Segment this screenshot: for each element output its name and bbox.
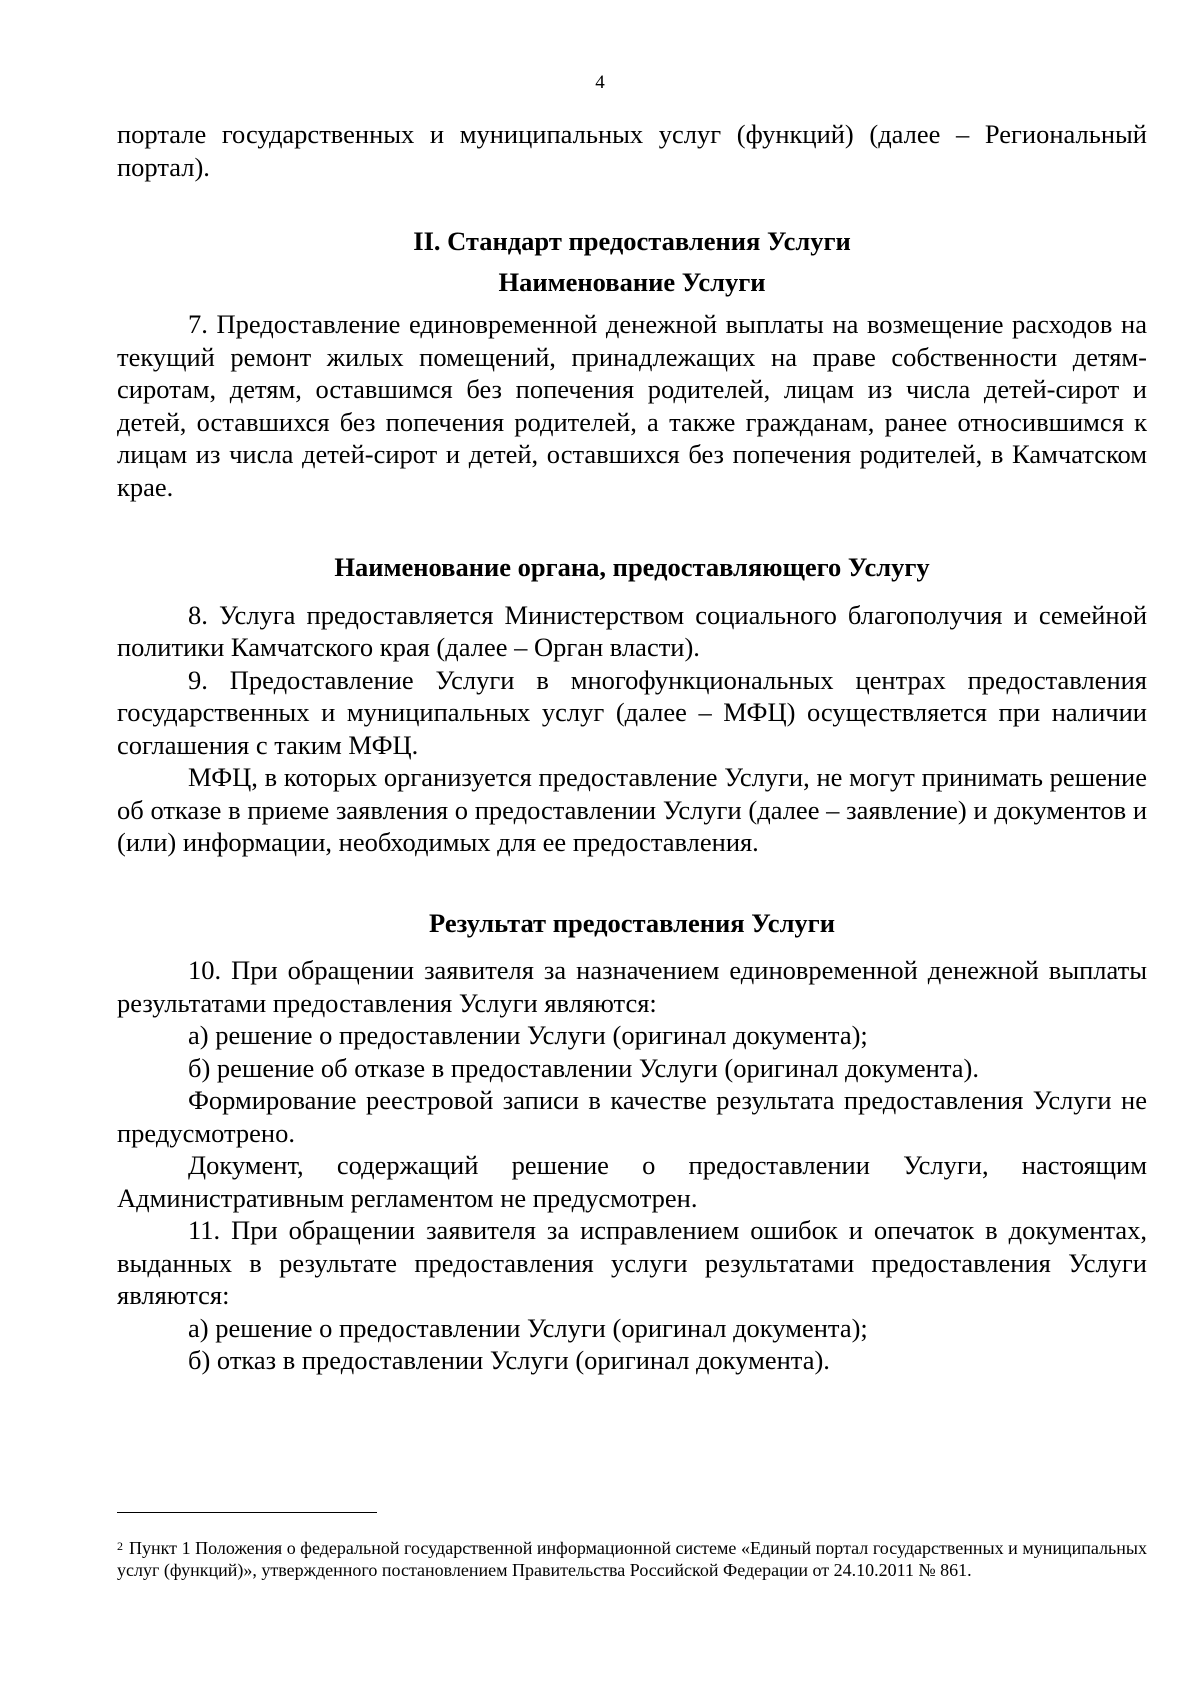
paragraph-decision-document: Документ, содержащий решение о предоставлении Услуги, настоящим Административным регламентом не предусмотрен.: [117, 1150, 1147, 1213]
footnote: [117, 1537, 1147, 1581]
footnote-marker: 2: [117, 1539, 123, 1553]
heading-service-name: Наименование Услуги: [498, 266, 766, 297]
footnote-divider: [117, 1512, 377, 1513]
paragraph-10: 10. При обращении заявителя за назначением единовременной денежной выплаты результатами предоставления Услуги являются:: [117, 955, 1147, 1018]
paragraph-11: 11. При обращении заявителя за исправлением ошибок и опечаток в документах, выданных в результате предоставления услуги результатами предоставления Услуги являются:: [117, 1215, 1147, 1310]
paragraph-10-a: а) решение о предоставлении Услуги (оригинал документа);: [188, 1020, 868, 1050]
page-number: 4: [595, 72, 605, 93]
paragraph-10-b: б) решение об отказе в предоставлении Услуги (оригинал документа).: [188, 1052, 979, 1083]
document-body: [117, 118, 1147, 1377]
paragraph-7: 7. Предоставление единовременной денежной выплаты на возмещение расходов на текущий ремонт жилых помещений, принадлежащих на праве собственности детям-сиротам, детям, оставшимся без попечения родителей, лицам из числа детей-сирот и детей, оставшихся без попечения родителей, а также гражданам, ранее относившимся к лицам из числа детей-сирот и детей, оставшихся без попечения родителей, в Камчатском крае.: [117, 309, 1147, 502]
paragraph-8: 8. Услуга предоставляется Министерством социального благополучия и семейной политики Камчатского края (далее – Орган власти).: [117, 599, 1147, 662]
paragraph-11-a: а) решение о предоставлении Услуги (оригинал документа);: [188, 1312, 868, 1343]
footnote-text: Пункт 1 Положения о федеральной государственной информационной системе «Единый портал государственных и муниципальных услуг (функций)», утвержденного постановлением Правительства Российской Федерации от 24.10.2011 № 861.: [117, 1538, 1147, 1580]
heading-service-result: Результат предоставления Услуги: [429, 907, 835, 938]
section-title: II. Стандарт предоставления Услуги: [413, 226, 851, 256]
lead-paragraph: портале государственных и муниципальных услуг (функций) (далее – Региональный портал).: [117, 119, 1147, 182]
paragraph-registry-record: Формирование реестровой записи в качестве результата предоставления Услуги не предусмотрено.: [117, 1085, 1147, 1148]
paragraph-11-b: б) отказ в предоставлении Услуги (оригинал документа).: [188, 1345, 830, 1375]
paragraph-9: 9. Предоставление Услуги в многофункциональных центрах предоставления государственных и муниципальных услуг (далее – МФЦ) осуществляется при наличии соглашения с таким МФЦ.: [117, 664, 1147, 760]
paragraph-mfc: МФЦ, в которых организуется предоставление Услуги, не могут принимать решение об отказе в приеме заявления о предоставлении Услуги (далее – заявление) и документов и (или) информации, необходимых для ее предоставления.: [117, 762, 1147, 857]
heading-service-organ: Наименование органа, предоставляющего Услугу: [334, 552, 930, 582]
